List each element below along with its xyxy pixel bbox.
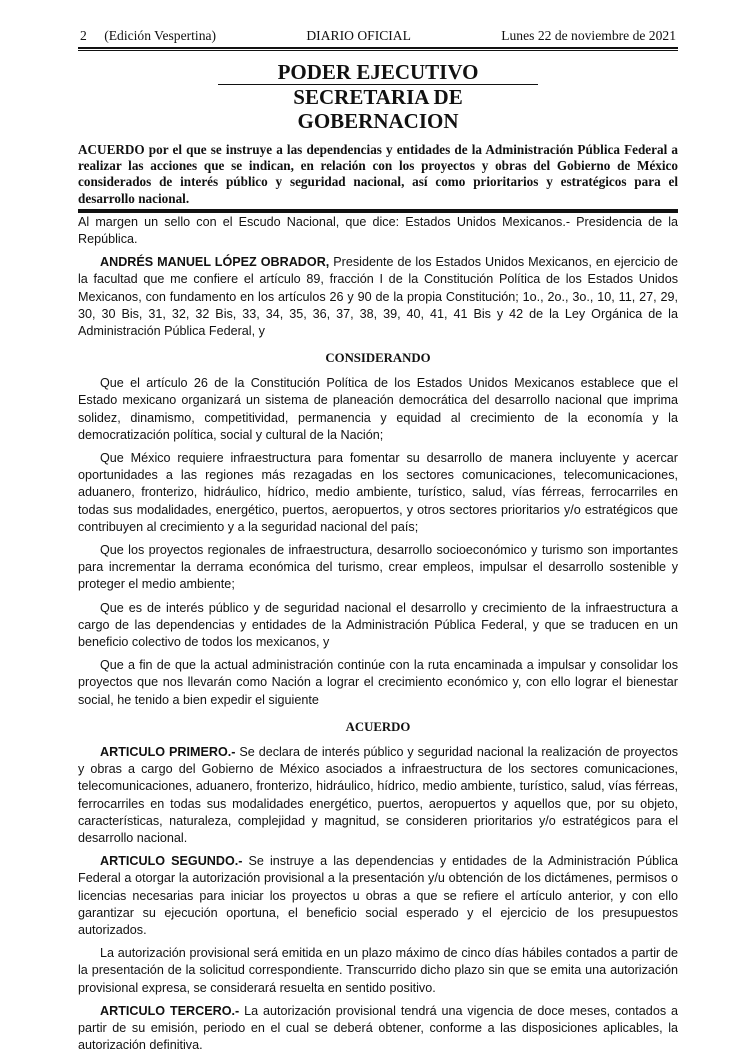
signatory-name: ANDRÉS MANUEL LÓPEZ OBRADOR, — [100, 255, 330, 270]
considerando-paragraph: Que el artículo 26 de la Constitución Política de los Estados Unidos Mexicanos establece que el Estado mexicano organizará un sistema de planeación democrática del desarrollo nacional que imprima solidez, dinamismo, competitividad, permanencia y equidad al crecimiento de la economía y la democratización política, social y cultural de la Nación; — [78, 376, 678, 442]
section-title: PODER EJECUTIVO — [218, 61, 538, 85]
article-primero — [78, 744, 678, 847]
document-page — [78, 28, 678, 1060]
article-text: La autorización provisional será emitida en un plazo máximo de cinco días hábiles contados a partir de la presentación de la solicitud correspondiente. Transcurrido dicho plazo sin que se emita una autorización provisional expresa, se considerará resuelta en sentido positivo. — [78, 946, 678, 995]
article-label: ARTICULO SEGUNDO.- — [100, 854, 243, 869]
considerando-paragraph: Que los proyectos regionales de infraestructura, desarrollo socioeconómico y turismo son importantes para incrementar la derrama económica del turismo, crear empleos, impulsar el desarrollo sostenible y proteger el medio ambiente; — [78, 543, 678, 592]
considerando-heading: CONSIDERANDO — [325, 351, 431, 366]
page-number: 2 — [80, 28, 87, 43]
section-title-block — [218, 61, 538, 133]
document-body — [78, 214, 678, 1055]
seal-note: Al margen un sello con el Escudo Nacional, que dice: Estados Unidos Mexicanos.- Presidencia de la República. — [78, 214, 678, 247]
header-double-rule — [78, 47, 678, 51]
running-header — [78, 28, 678, 46]
considerando-paragraph: Que México requiere infraestructura para fomentar su desarrollo de manera incluyente y acercar oportunidades a las regiones más rezagadas en los sectores comunicaciones, telecomunicaciones, aduanero, fronterizo, hidráulico, hídrico, medio ambiente, turístico, salud, vías férreas, ferrocarriles en todas sus modalidades, energético, puertos, aeropuertos, y otros sectores prioritarios y/o estratégicos que contribuyen al crecimiento y a la seguridad nacional del país; — [78, 451, 678, 534]
summary-double-rule — [78, 209, 678, 213]
considerando-paragraph: Que a fin de que la actual administración continúe con la ruta encaminada a impulsar y consolidar los proyectos que nos llevarán como Nación a lograr el crecimiento económico y, con ello lograr el bienestar social, he tenido a bien expedir el siguiente — [78, 658, 678, 707]
article-segundo — [78, 853, 678, 939]
edition-label: (Edición Vespertina) — [104, 28, 217, 43]
running-header-left — [80, 28, 216, 44]
decree-summary: ACUERDO por el que se instruye a las dependencias y entidades de la Administración Pública Federal a realizar las acciones que se indican, en relación con los proyectos y obras del Gobierno de México considerados de interés público y seguridad nacional, así como prioritarios y estratégicos para el desarrollo nacional. — [78, 142, 678, 206]
article-label: ARTICULO TERCERO.- — [100, 1003, 240, 1018]
preamble-paragraph — [78, 254, 678, 340]
article-label: ARTICULO PRIMERO.- — [100, 744, 236, 759]
article-text: La autorización provisional tendrá una vigencia de doce meses, contados a partir de su emisión, periodo en el cual se deberá obtener, conforme a las disposiciones aplicables, la autorización definitiva. — [78, 1003, 679, 1053]
article-segundo-continuation — [78, 945, 678, 997]
publication-name: DIARIO OFICIAL — [306, 28, 411, 43]
section-subtitle: SECRETARIA DE GOBERNACION — [293, 85, 463, 133]
publication-date: Lunes 22 de noviembre de 2021 — [501, 28, 676, 43]
article-tercero — [78, 1003, 678, 1055]
article-text: Se instruye a las dependencias y entidades de la Administración Pública Federal a otorgar la autorización provisional a la presentación y/u obtención de los dictámenes, permisos o licencias necesarias para iniciar los proyectos u obras a que se refiere el artículo anterior, y con ello garantizar su ejecución oportuna, el beneficio social esperado y el ejercicio de los presupuestos autorizados. — [78, 854, 678, 937]
article-text: Se declara de interés público y seguridad nacional la realización de proyectos y obras a cargo del Gobierno de México asociados a infraestructura de los sectores comunicaciones, telecomunicaciones, aduanero, fronterizo, hidráulico, hídrico, medio ambiente, turístico, salud, vías férreas, ferrocarriles en todas sus modalidades energético, puertos, aeropuertos y aquellos que, por su objeto, características, naturaleza, complejidad y magnitud, se consideren prioritarios y/o estratégicos para el desarrollo nacional. — [78, 744, 679, 845]
acuerdo-heading: ACUERDO — [345, 719, 411, 734]
considerando-paragraph: Que es de interés público y de seguridad nacional el desarrollo y crecimiento de la infraestructura a cargo de las dependencias y entidades de la Administración Pública Federal, y que se traducen en un beneficio colectivo de todos los mexicanos, y — [78, 600, 678, 650]
preamble-text: Presidente de los Estados Unidos Mexicanos, en ejercicio de la facultad que me confiere el artículo 89, fracción I de la Constitución Política de los Estados Unidos Mexicanos, con fundamento en los artículos 26 y 90 de la propia Constitución; 1o., 2o., 3o., 10, 11, 27, 29, 30, 30 Bis, 31, 32, 32 Bis, 33, 34, 35, 36, 37, 38, 39, 40, 41, 41 Bis y 42 de la Ley Orgánica de la Administración Pública Federal, y — [78, 255, 678, 339]
